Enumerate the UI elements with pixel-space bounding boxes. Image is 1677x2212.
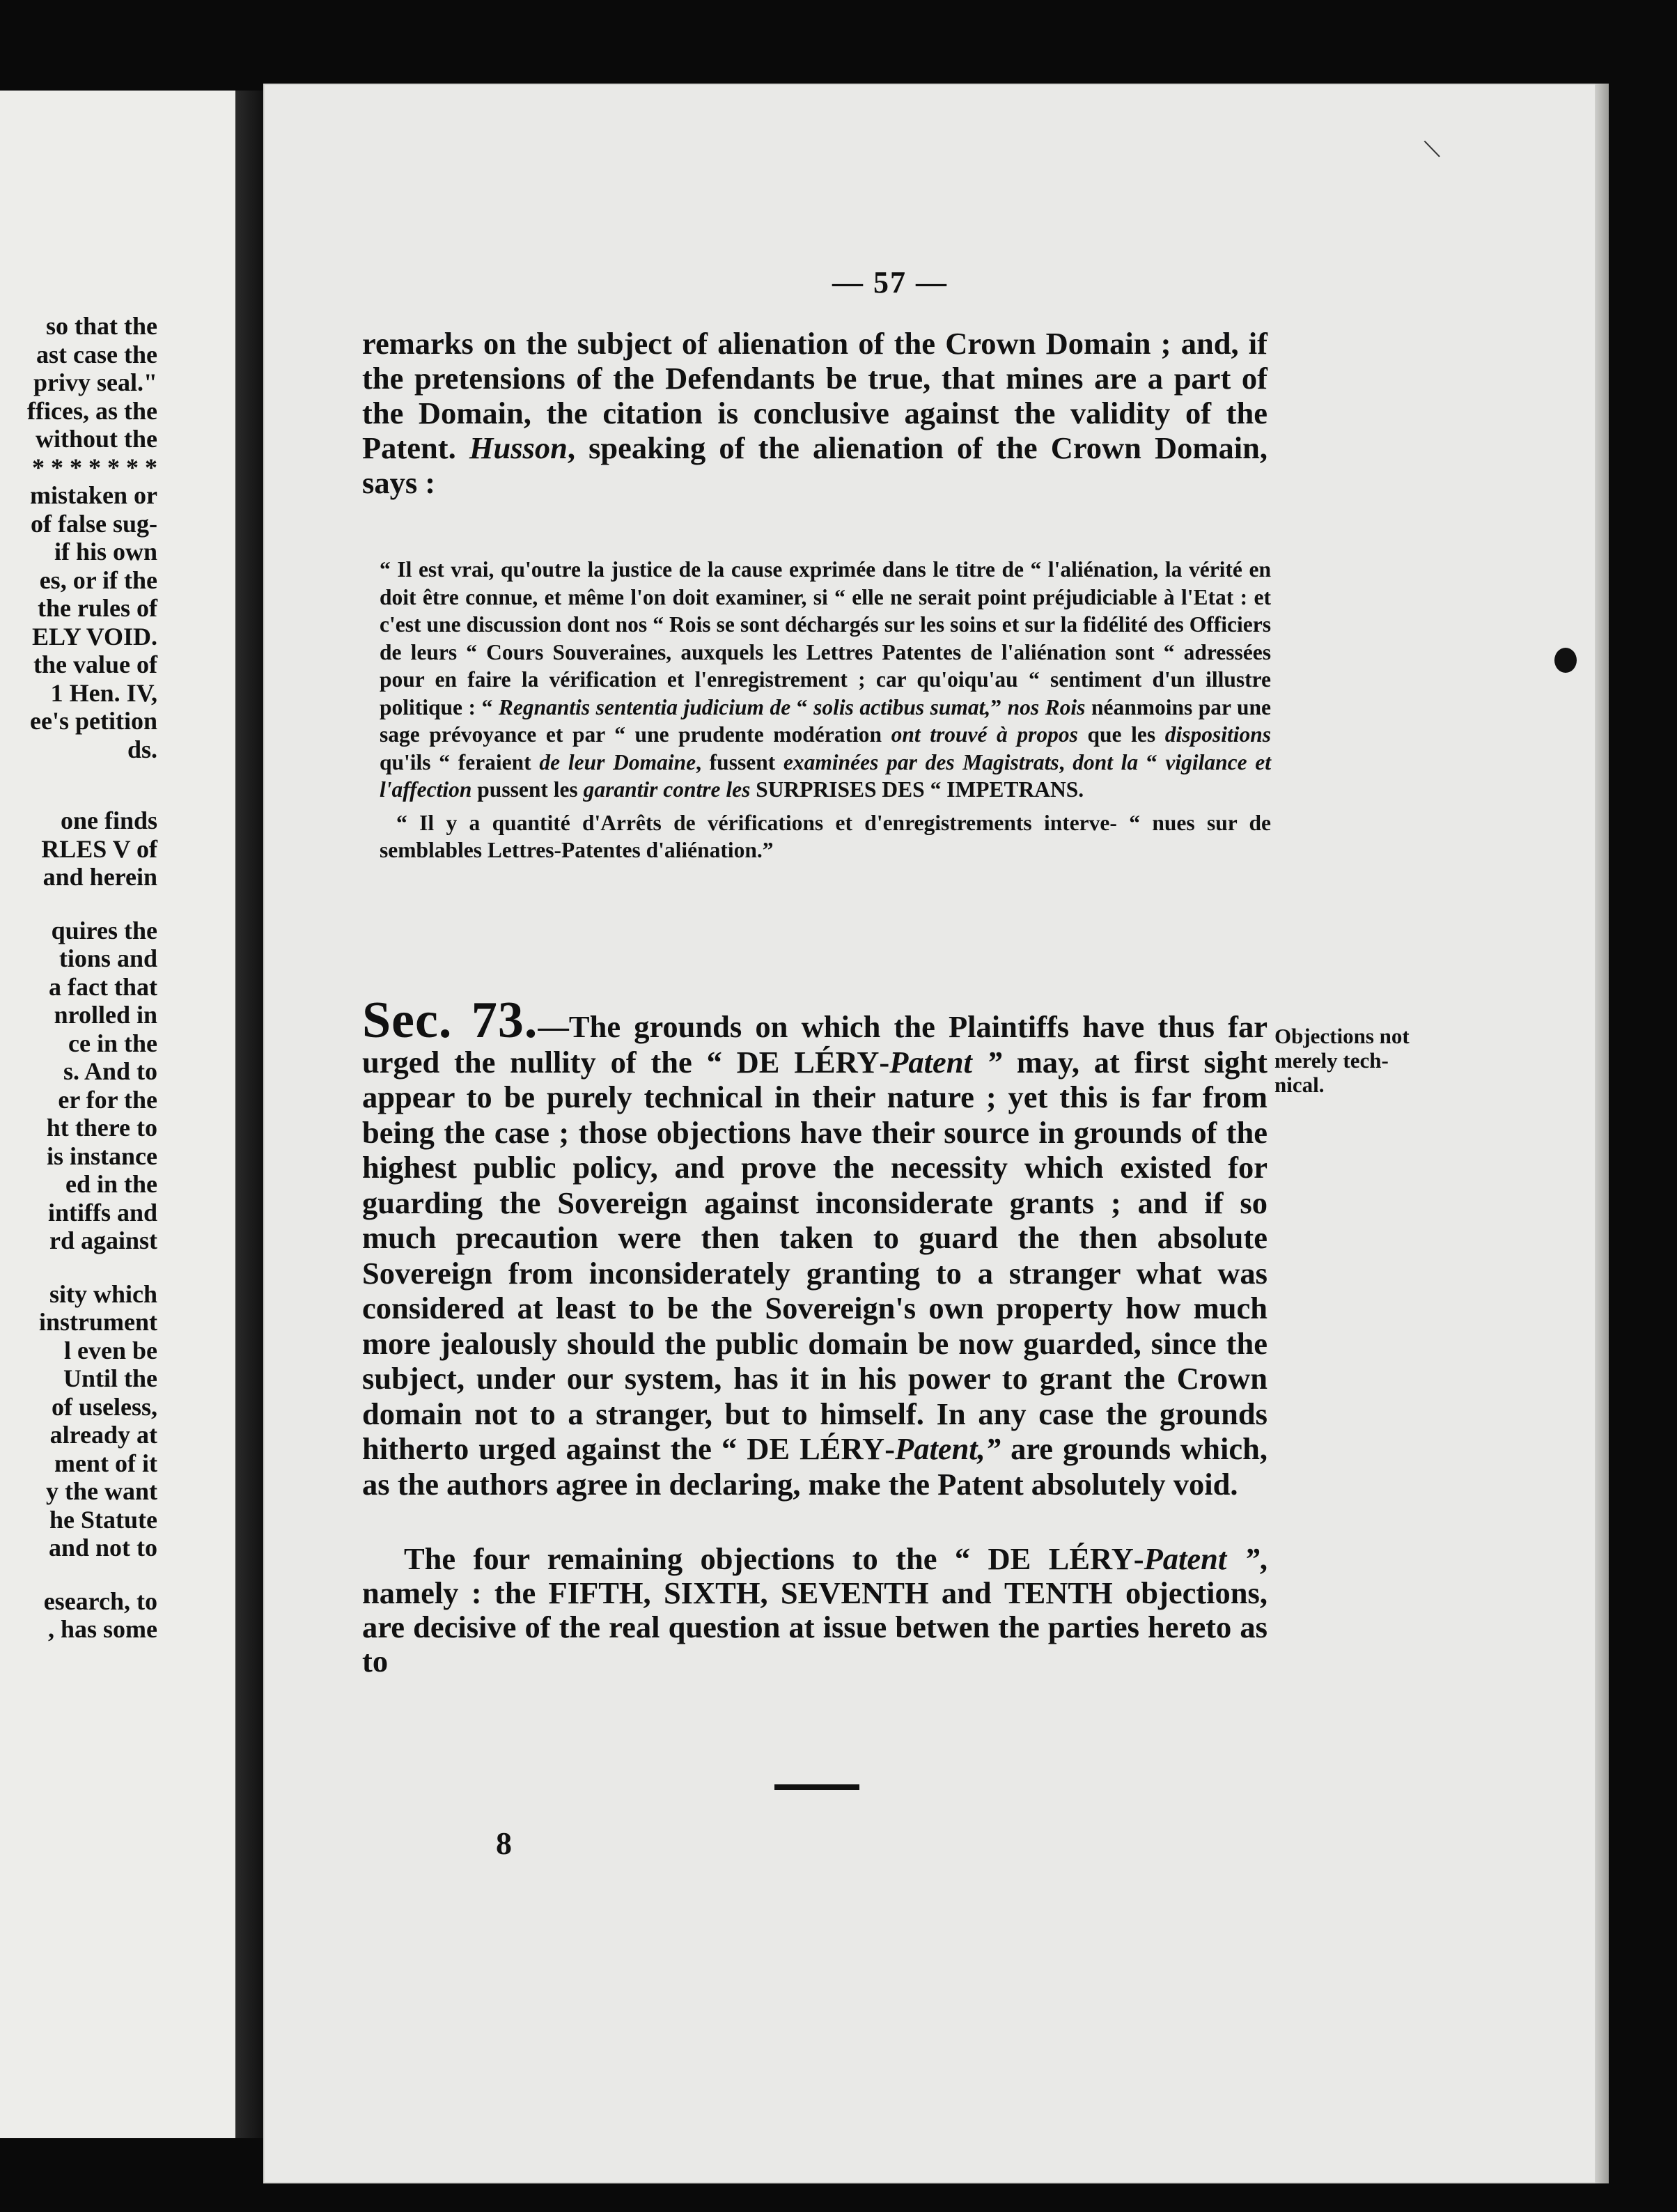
left-page-line: already at xyxy=(49,1421,157,1449)
quote-paragraph-1: “ Il est vrai, qu'outre la justice de la cause exprimée dans le titre de “ l'aliénation, la vérité en doit être connue, et même l'on doit examiner, si “ elle ne serait point préjudiciable à l'Etat : et c'est une discussion dont nos “ Rois se sont déchargés sur les soins et sur la fidélité des Officiers de leurs “ Cours Souveraines, auxquels les Lettres Patentes de l'aliénation sont “ adressées pour en faire la vérification et l'enregistrement ; car qu'oiqu'au “ sentiment d'un illustre politique : “ Regnantis sententia judicium de “ solis actibus sumat,” nos Rois néanmoins par une sage prévoyance et par “ une prudente modération ont trouvé à propos que les dispositions qu'ils “ feraient de leur Domaine, fussent examinées par des Magistrats, dont la “ vigilance et l'affection pussent les garantir contre les SURPRISES DES “ IMPETRANS. xyxy=(380,557,1272,802)
left-page-line: so that the xyxy=(46,312,157,340)
left-page-line: ast case the xyxy=(36,340,157,368)
left-page-line: mistaken or xyxy=(30,481,157,509)
margin-note xyxy=(1274,1024,1442,1097)
left-page-line: , has some xyxy=(47,1615,157,1643)
left-page-line: the value of xyxy=(33,651,157,678)
left-page-line: 1 Hen. IV, xyxy=(50,678,157,707)
left-page-line: ed in the xyxy=(65,1170,157,1198)
quote-paragraph-2: “ Il y a quantité d'Arrêts de vérifications et d'enregistrements interve- “ nues sur de semblables Lettres-Patentes d'aliénation.” xyxy=(380,810,1271,862)
left-page-line: ce in the xyxy=(68,1029,157,1057)
left-page-line: ht there to xyxy=(46,1114,157,1142)
left-page-line: sity which xyxy=(49,1279,157,1308)
left-page-line: y the want xyxy=(46,1477,157,1505)
left-page-line: is instance xyxy=(46,1142,157,1170)
left-page-line: instrument xyxy=(39,1308,157,1336)
left-page-line: es, or if the xyxy=(39,566,157,594)
left-page-line: one finds xyxy=(60,807,157,834)
left-page-line: intiffs and xyxy=(47,1198,157,1226)
left-page-line: of useless, xyxy=(52,1392,157,1421)
section-heading: Sec. 73. xyxy=(362,992,538,1049)
left-page-line: ment of it xyxy=(54,1449,157,1477)
left-page-line: quires the xyxy=(51,916,157,944)
left-page-line: * * * * * * * xyxy=(32,453,157,481)
section-text: The grounds on which the Plaintiffs have thus far urged the nullity of the “ DE LÉRY-Patent ” may, at first sight appear to be purely technical in their nature ; yet this is far from being the case ; those objections have their source in grounds of the highest public policy, and prove the necessity which existed for guarding the Sovereign against inconsiderate grants ; and if so much precaution were then taken to guard the then absolute Sovereign from inconsiderately granting to a stranger what was considered at least to be the Sovereign's own property how much more jealously should the public domain be now guarded, since the subject, under our system, has it in his power to grant the Crown domain not to a stranger, but to himself. In any case the grounds hitherto urged against the “ DE LÉRY-Patent,” are grounds which, as the authors agree in declaring, make the Patent absolutely void. xyxy=(362,1009,1268,1502)
book-gutter xyxy=(235,91,263,2138)
left-page-line: a fact that xyxy=(49,972,157,1001)
page-number: — 57 — xyxy=(832,265,948,299)
left-page-text xyxy=(0,312,157,1644)
left-page-line: of false sug- xyxy=(31,509,157,538)
left-page-line: s. And to xyxy=(63,1057,157,1085)
left-facing-page xyxy=(0,91,237,2138)
left-page-line: ee's petition xyxy=(30,707,157,735)
margin-note-line: merely tech- xyxy=(1274,1048,1389,1073)
final-paragraph: The four remaining objections to the “ DE LÉRY-Patent ”, namely : the FIFTH, SIXTH, SEVENTH and TENTH objections, are decisive of the real question at issue betwen the parties hereto as to xyxy=(362,1541,1268,1679)
french-quotation xyxy=(380,556,1271,864)
left-page-line: ds. xyxy=(127,735,157,763)
left-page-line: the rules of xyxy=(38,594,157,622)
tick-mark: \ xyxy=(1421,131,1444,166)
margin-note-line: nical. xyxy=(1274,1073,1325,1097)
left-page-line: ELY VOID. xyxy=(31,622,157,651)
left-page-line: and herein xyxy=(42,863,157,891)
left-page-line: rd against xyxy=(49,1226,157,1254)
left-page-line: er for the xyxy=(58,1085,157,1114)
left-page-line: ffices, as the xyxy=(27,396,157,425)
left-page-line: tions and xyxy=(58,944,157,972)
left-page-line: without the xyxy=(35,425,157,453)
left-page-line: if his own xyxy=(54,538,157,566)
section-rule xyxy=(774,1784,859,1790)
left-page-line: esearch, to xyxy=(43,1587,157,1615)
ink-dot xyxy=(1554,648,1577,673)
intro-paragraph: remarks on the subject of alienation of the Crown Domain ; and, if the pretensions of the Defendants be true, that mines are a part of the Domain, the citation is conclusive against the validity of the Patent. Husson, speaking of the alienation of the Crown Domain, says : xyxy=(362,326,1268,500)
left-page-line: RLES V of xyxy=(41,834,157,863)
page-edge xyxy=(1595,84,1609,2183)
section-dash: — xyxy=(538,1009,569,1044)
left-page-line: nrolled in xyxy=(54,1001,157,1029)
left-page-line: he Statute xyxy=(49,1505,157,1534)
left-page-line: and not to xyxy=(48,1534,157,1561)
signature-mark: 8 xyxy=(496,1825,512,1861)
left-page-line: privy seal." xyxy=(33,368,157,396)
section-73 xyxy=(362,992,1268,1502)
left-page-line: l even be xyxy=(64,1336,157,1364)
margin-note-line: Objections not xyxy=(1274,1024,1410,1048)
left-page-line: Until the xyxy=(63,1364,157,1392)
